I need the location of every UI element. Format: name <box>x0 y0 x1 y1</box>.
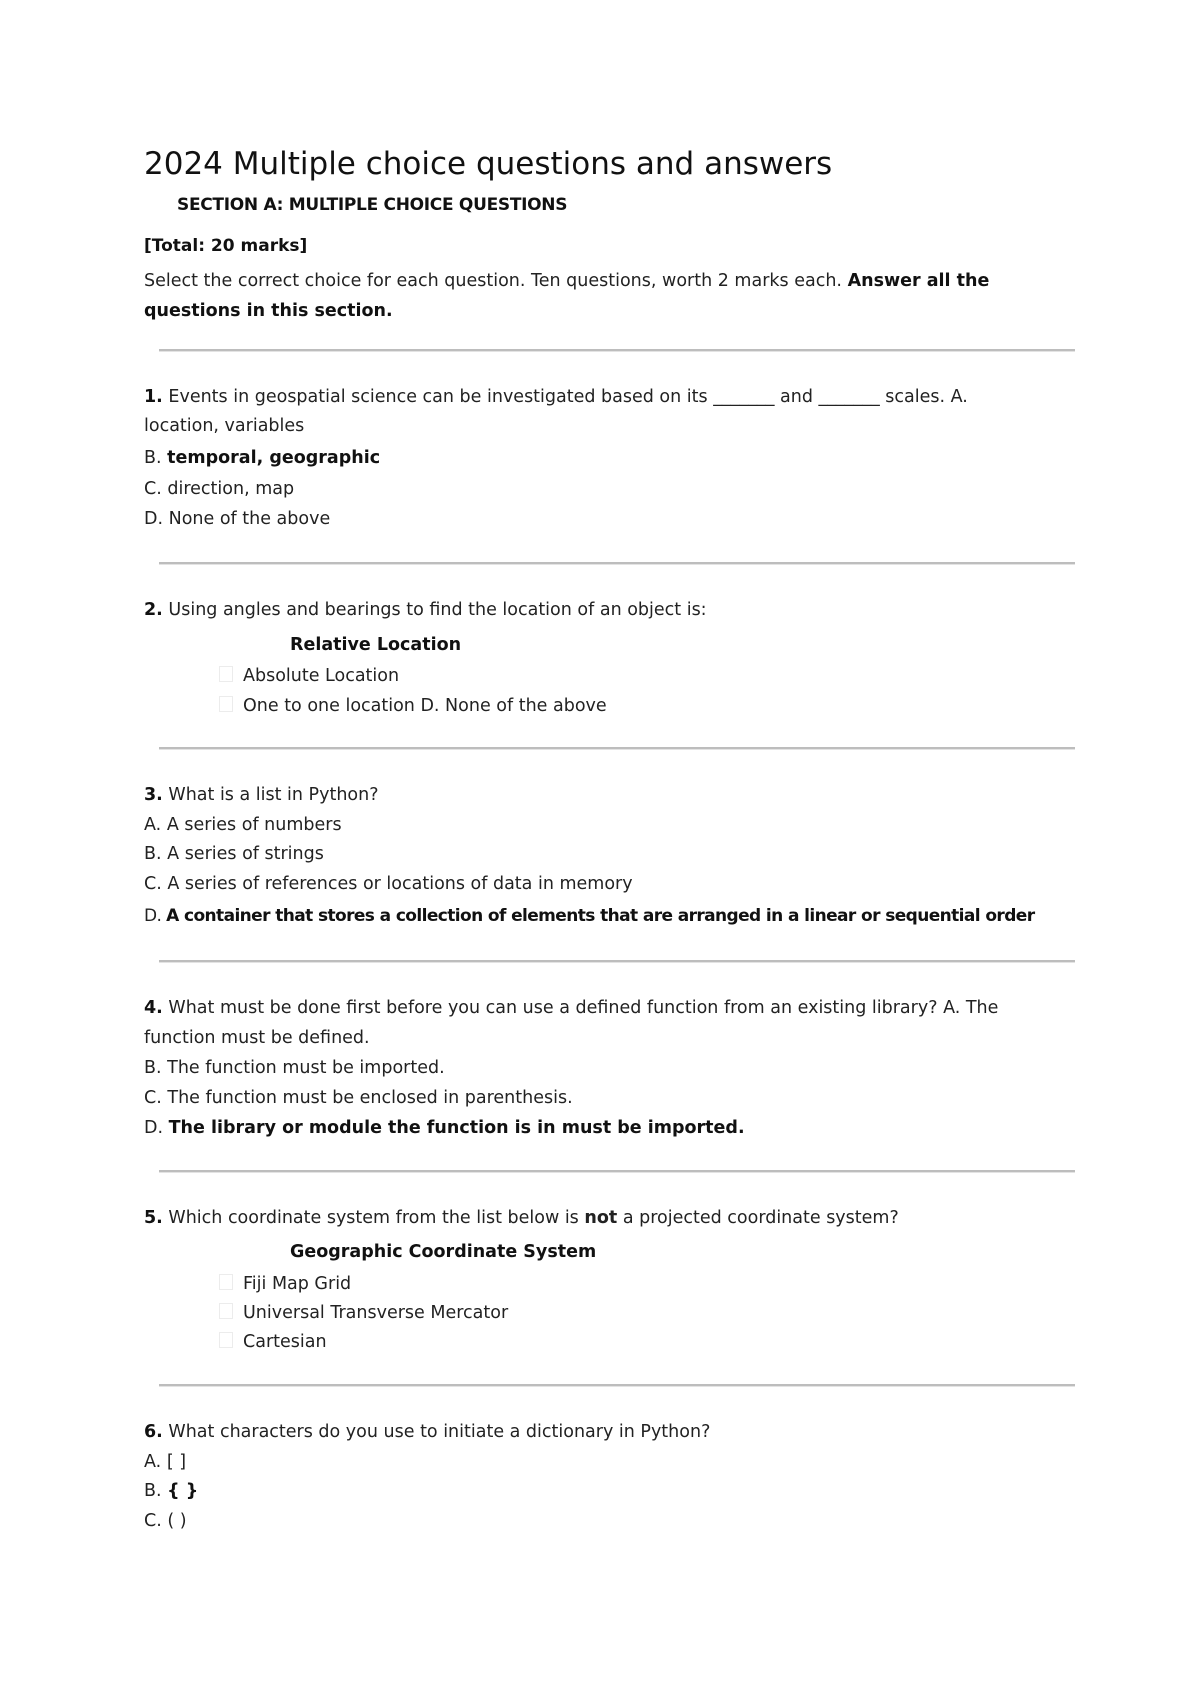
horizontal-rule <box>159 562 1075 565</box>
question-1 <box>144 387 968 407</box>
option-label: A. <box>144 815 162 835</box>
option-text: None of the above <box>168 509 331 529</box>
option-label: C. <box>144 1511 162 1531</box>
option-label: C. <box>144 874 162 894</box>
question-1-option-c <box>144 479 294 499</box>
option-label: B. <box>144 1481 162 1501</box>
option-label: B. <box>144 844 162 864</box>
question-4-option-d <box>144 1118 745 1138</box>
option-label: B. <box>144 1058 162 1078</box>
correct-answer: Relative Location <box>290 635 462 655</box>
option-text: A series of strings <box>167 844 324 864</box>
option-label: C. <box>144 479 162 499</box>
option-text: The function must be enclosed in parenthesis. <box>167 1088 573 1108</box>
correct-answer: temporal, geographic <box>167 448 381 468</box>
option-a-text: location, variables <box>144 416 305 436</box>
list-marker-icon <box>219 1274 233 1290</box>
option-text: Absolute Location <box>243 666 400 686</box>
list-marker-icon <box>219 1303 233 1319</box>
option-text: Cartesian <box>243 1332 327 1352</box>
question-5-option-b <box>219 1274 351 1294</box>
question-text-end: a projected coordinate system? <box>622 1208 899 1228</box>
correct-answer: A container that stores a collection of elements that are arranged in a linear or sequential order <box>166 906 1035 926</box>
question-5 <box>144 1208 899 1228</box>
list-marker-icon <box>219 1332 233 1348</box>
option-label: D. <box>144 906 162 926</box>
question-4 <box>144 998 998 1018</box>
question-4-option-c <box>144 1088 573 1108</box>
question-5-option-a <box>290 1242 596 1262</box>
instructions-bold: Answer all the questions in this section. <box>144 271 990 321</box>
horizontal-rule <box>159 349 1075 352</box>
total-marks: [Total: 20 marks] <box>144 236 308 256</box>
question-3-option-d <box>144 906 1034 926</box>
question-4-option-b <box>144 1058 445 1078</box>
question-number: 6. <box>144 1422 163 1442</box>
question-3-option-c <box>144 874 633 894</box>
question-number: 1. <box>144 387 163 407</box>
option-text: direction, map <box>167 479 295 499</box>
question-2-option-b <box>219 666 399 686</box>
question-5-option-d <box>219 1332 327 1352</box>
question-text: Which coordinate system from the list below is <box>168 1208 579 1228</box>
horizontal-rule <box>159 747 1075 750</box>
question-3 <box>144 785 379 805</box>
question-3-option-b <box>144 844 324 864</box>
correct-answer: { } <box>167 1481 199 1501</box>
question-number: 4. <box>144 998 163 1018</box>
question-6 <box>144 1422 710 1442</box>
horizontal-rule <box>159 1384 1075 1387</box>
option-text: A series of references or locations of data in memory <box>167 874 633 894</box>
question-6-option-c <box>144 1511 187 1531</box>
question-1-option-d <box>144 509 330 529</box>
question-6-option-a <box>144 1452 186 1472</box>
question-text: What is a list in Python? <box>168 785 379 805</box>
option-text: Universal Transverse Mercator <box>243 1303 509 1323</box>
question-5-option-c <box>219 1303 508 1323</box>
question-number: 2. <box>144 600 163 620</box>
question-6-option-b <box>144 1481 198 1501</box>
question-2-option-a <box>290 635 461 655</box>
question-3-option-a <box>144 815 342 835</box>
instructions <box>144 266 1074 326</box>
option-label: D. <box>144 509 164 529</box>
question-text-emphasis: not <box>584 1208 618 1228</box>
instructions-plain: Select the correct choice for each question. Ten questions, worth 2 marks each. <box>144 271 842 291</box>
question-4-continued <box>144 1028 370 1048</box>
option-text: A series of numbers <box>166 815 342 835</box>
option-text: The function must be imported. <box>167 1058 445 1078</box>
option-text: Fiji Map Grid <box>243 1274 352 1294</box>
question-number: 3. <box>144 785 163 805</box>
question-text: Using angles and bearings to find the location of an object is: <box>168 600 707 620</box>
question-text: What characters do you use to initiate a dictionary in Python? <box>168 1422 711 1442</box>
question-1-option-b <box>144 448 380 468</box>
document-title: 2024 Multiple choice questions and answers <box>144 146 833 182</box>
question-2 <box>144 600 707 620</box>
list-marker-icon <box>219 666 233 682</box>
horizontal-rule <box>159 1170 1075 1173</box>
horizontal-rule <box>159 960 1075 963</box>
option-label: D. <box>144 1118 164 1138</box>
question-number: 5. <box>144 1208 163 1228</box>
question-text: Events in geospatial science can be investigated based on its _______ and _______ scales. A. <box>168 387 968 407</box>
option-label: B. <box>144 448 162 468</box>
option-text: [ ] <box>166 1452 187 1472</box>
option-text: ( ) <box>167 1511 187 1531</box>
list-marker-icon <box>219 696 233 712</box>
question-1-continued <box>144 416 304 436</box>
question-text: What must be done first before you can use a defined function from an existing library? A. The <box>168 998 999 1018</box>
correct-answer: Geographic Coordinate System <box>290 1242 597 1262</box>
question-2-option-c <box>219 696 607 716</box>
option-label: C. <box>144 1088 162 1108</box>
section-heading: SECTION A: MULTIPLE CHOICE QUESTIONS <box>177 195 568 215</box>
option-a-text: function must be defined. <box>144 1028 370 1048</box>
correct-answer: The library or module the function is in must be imported. <box>168 1118 745 1138</box>
option-label: A. <box>144 1452 162 1472</box>
option-text: One to one location D. None of the above <box>243 696 607 716</box>
